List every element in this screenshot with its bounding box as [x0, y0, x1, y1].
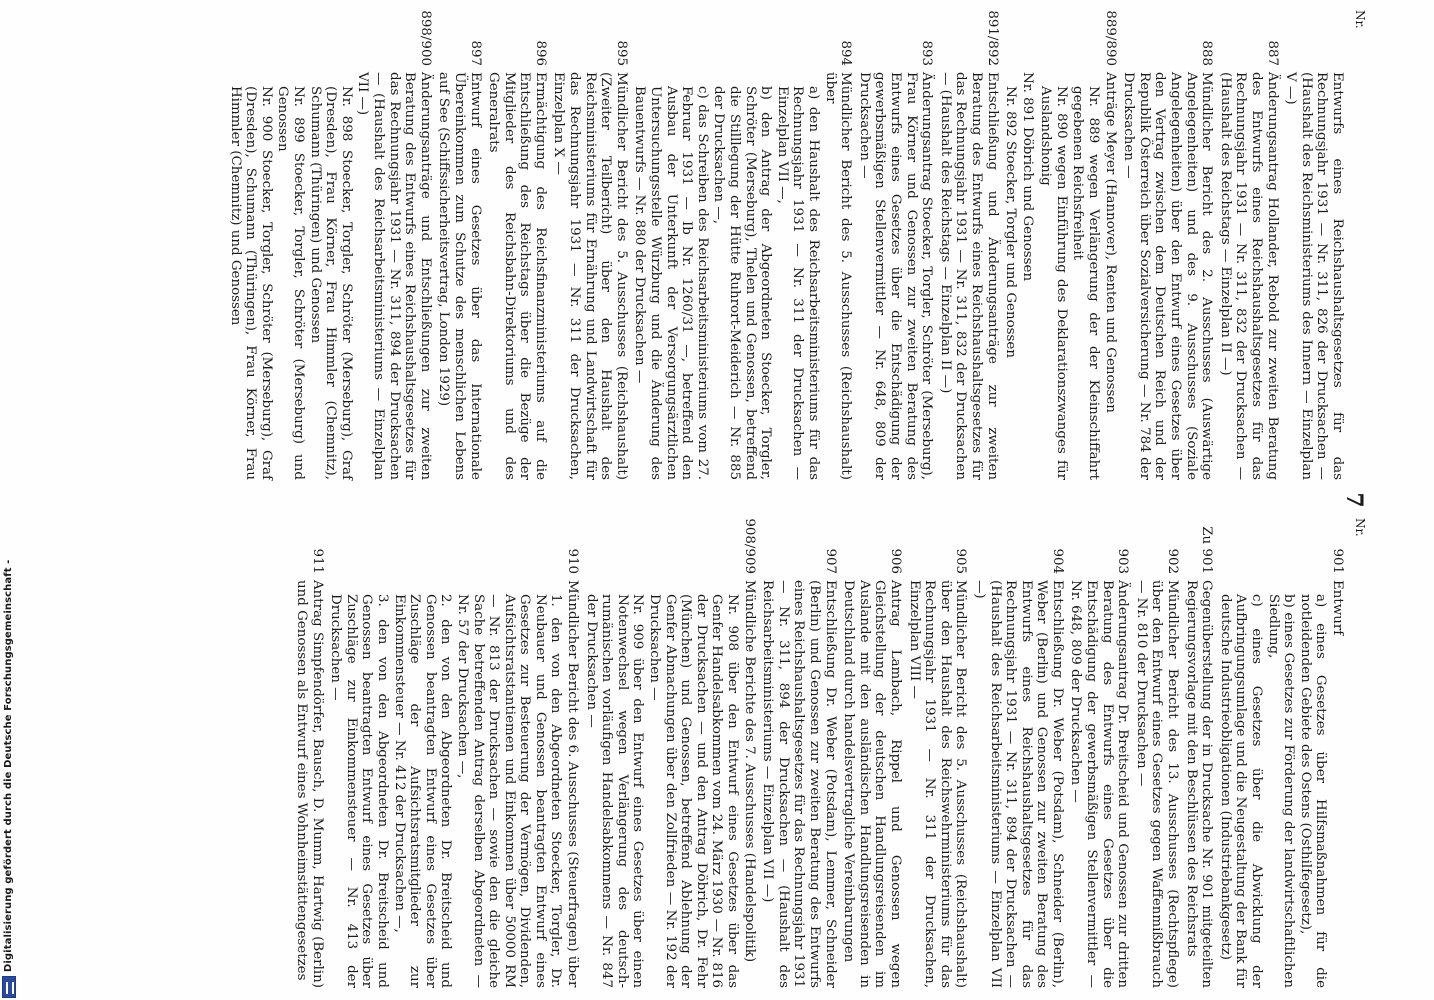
entry-number: 903 [1115, 548, 1131, 574]
entry-body [1068, 580, 1130, 988]
list-item [971, 518, 1065, 988]
entry-text: Entschließung Dr. Weber (Potsdam), Lemmer, Schneider (Berlin) und Genossen zur zweiten Beratung des Entwurfs eines Reichshaushaltsgesetzes für das Rechnungsjahr 1931 — Nr. 311, 894 der Drucksachen — (Haushalt des Reichsarbeitsministeriums — Einzelplan VII —) [760, 580, 838, 988]
entry-number: 891/892 [984, 10, 1000, 66]
entry-subitem: 1. den von den Abgeordneten Stoecker, Torgler, Dr. Neubauer und Genossen beantragten Entwurf eines Gesetzes zur Besteuerung der Vermögen, Dividenden, Aufsichtsratstantiemen und Einkommen über 50000 RM — Nr. 813 der Drucksachen — sowie den die gleiche Sache betreffenden Antrag derselben Abgeordneten — Nr. 57 der Drucksachen —, [454, 594, 564, 988]
entry-text: Änderungsantrag Hollander, Rebold zur zweiten Beratung des Entwurfs eines Reichshaushaltsgesetzes für das Rechnungsjahr 1931 — Nr. 311, 832 der Drucksachen — (Haushalt des Reichstags — Einzelplan II —) [1217, 72, 1280, 480]
list-item [1003, 10, 1035, 480]
entry-text: Änderungsantrag Dr. Breitscheid und Genossen zur dritten Beratung des Entwurfs eines Gesetzes über die Entschädigung der gewerbsmäßigen Stellenvermittler — Nr. 648, 809 der Drucksachen — [1068, 580, 1131, 988]
entry-subitem: c) das Schreiben des Reichsarbeitsministeriums vom 27. Februar 1931 — Ib Nr. 1260/31 —, betreffend den Ausbau der Unterkunft der Versorgungsärztlichen Untersuchungsstelle Würzburg und die Änderung des Bauentwurfs — Nr. 880 der Drucksachen — [632, 86, 710, 480]
list-item [1121, 10, 1215, 480]
entry-number: 904 [1049, 548, 1065, 574]
entry-body [583, 580, 757, 988]
entry-body [906, 580, 968, 988]
entry-text: Gegenüberstellung der in Drucksache Nr. 901 mitgeteilten Regierungsvorlage mit den Beschlüssen des Reichsrats [1183, 580, 1215, 988]
entry-text: Mündlicher Bericht des 5. Ausschusses (Reichshaushalt) über [822, 72, 854, 480]
entry-subitem: 2. den von den Abgeordneten Dr. Breitscheid und Genossen beantragten Entwurf eines Gesetzes über Zuschläge der Aufsichtsratsmitglieder zur Einkommensteuer — Nr. 412 der Drucksachen —, [391, 594, 454, 988]
list-item [841, 518, 903, 988]
entry-body [1133, 580, 1180, 988]
list-item [937, 10, 999, 480]
list-item [583, 518, 757, 988]
list-item [856, 10, 934, 480]
list-item [1183, 518, 1214, 988]
entry-subitem: Nr. 909 über den Entwurf eines Gesetzes über einen Notenwechsel wegen Verlängerung des deutsch-rumänischen vorläufigen Handelsabkommens — Nr. 847 der Drucksachen — [583, 594, 646, 988]
left-column [127, 10, 1367, 480]
entry-subitem: c) eines Gesetzes über die Abwicklung der Aufbringungsumlage und die Neugestaltung der Bank für deutsche Industrieobligationen (Industriebankgesetz) [1217, 594, 1265, 988]
entry-text: Nr. 891 Döbrich und Genossen [1019, 72, 1035, 282]
entry-number: 895 [613, 40, 629, 66]
entry-subitem: Nr. 899 Stoecker, Torgler, Schröter (Merseburg) und Genossen [275, 86, 306, 480]
right-column [127, 518, 1367, 988]
entry-subitem: Nr. 889 wegen Verlängerung der der Kleinschiffahrt gegebenen Reichsfreiheit [1070, 86, 1102, 480]
dfg-logo-icon [2, 976, 16, 998]
entry-number: 889/890 [1102, 10, 1118, 66]
entry-body [293, 580, 324, 988]
entry-number: 901 [1330, 548, 1345, 574]
entry-subitem: Nr. 890 wegen Einführung des Deklarationszwanges für Auslandshonig [1038, 86, 1069, 480]
entry-subitem: Nr. 898 Stoecker, Torgler, Schröter (Merseburg), Graf (Dresden), Frau Körner, Frau Himmler (Chemnitz), Schumann (Thüringen) und Genossen [307, 86, 354, 480]
list-item [551, 10, 629, 480]
entry-body [1183, 580, 1214, 988]
entry-body [971, 580, 1065, 988]
entry-text: Ermächtigung des Reichsfinanzministeriums auf die Entschließung des Reichstags über die Bezüge der Mitglieder des Reichsbahn-Direktoriums und des Generalrats [486, 72, 548, 480]
entry-body [551, 72, 629, 480]
list-item [632, 10, 853, 480]
entry-body [937, 72, 999, 480]
entry-body [841, 580, 903, 988]
entry-body [1038, 72, 1118, 480]
entry-text: Anträge Meyer (Hannover), Renten und Genossen [1102, 72, 1118, 413]
right-entry-list [293, 518, 1345, 988]
entry-body [1283, 72, 1345, 480]
entry-text: Mündlicher Bericht des 5. Ausschusses (Reichshaushalt) über den Haushalt des Reichswehrministeriums für das Rechnungsjahr 1931 — Nr. 311 der Drucksachen, Einzelplan VIII — [906, 580, 969, 988]
entry-text: Entwurf eines Gesetzes über das Internationale Übereinkommen zum Schutze des menschlichen Lebens auf See (Schiffssicherheitsvertrag, London 1929) [436, 72, 483, 480]
entry-body [227, 72, 433, 480]
entry-body [1217, 580, 1345, 988]
entry-subitem: Nr. 900 Stoecker, Torgler, Schröter (Merseburg), Graf (Dresden), Schumann (Thüringen), Frau Körner, Frau Himmler (Chemnitz) und Genossen [227, 86, 274, 480]
entry-number: 897 [467, 40, 483, 66]
entry-text: Mündlicher Bericht des 2. Ausschusses (Auswärtige Angelegenheiten) und des 9. Ausschusses (Soziale Angelegenheiten) über den Entwurf eines Gesetzes über den Vertrag zwischen dem Deutschen Reich und der Republik Österreich über Sozialversicherung — Nr. 784 der Drucksachen — [1121, 72, 1215, 480]
entry-number: 910 [565, 548, 581, 574]
list-item [1068, 518, 1130, 988]
entry-body [1217, 72, 1279, 480]
entry-body [328, 580, 581, 988]
entry-subitem: a) eines Gesetzes über Hilfsmaßnahmen für die notleidenden Gebiete des Ostens (Osthilfegesetz), [1297, 594, 1329, 988]
list-item [293, 518, 324, 988]
entry-body [486, 72, 548, 480]
list-item [436, 10, 483, 480]
entry-number: 893 [919, 40, 935, 66]
list-item [1217, 518, 1345, 988]
entry-number [1003, 10, 1035, 68]
entry-number: 906 [887, 548, 903, 574]
entry-body [436, 72, 483, 480]
entry-text: Mündlicher Bericht des 6. Ausschusses (Steuerfragen) über [565, 580, 581, 988]
list-item [328, 518, 581, 988]
entry-number: Zu 901 [1199, 526, 1215, 574]
entry-number: 902 [1165, 548, 1181, 574]
entry-body [1121, 72, 1215, 480]
entry-text: Entwurf [1330, 580, 1345, 636]
entry-number: 888 [1199, 40, 1215, 66]
column-header-nr: Nr. [1353, 10, 1367, 29]
entry-text: Antrag Lambach, Rippel und Genossen wegen Gleichstellung der deutschen Handlungsreisenden im Auslande mit den ausländischen Handlungsreisenden in Deutschland durch handelsvertragliche Vereinbarungen [841, 580, 903, 988]
list-item [227, 10, 433, 480]
list-item [760, 518, 838, 988]
list-item [1038, 10, 1118, 480]
list-item [1217, 10, 1279, 480]
entry-subitem: Nr. 892 Stoecker, Torgler und Genossen [1003, 86, 1019, 358]
entry-subitem: b) den Antrag der Abgeordneten Stoecker, Torgler, Schröter (Merseburg), Thelen und Genossen, betreffend die Stilllegung der Hütte Ruhrort-Meiderich — Nr. 885 der Drucksachen —, [711, 86, 774, 480]
entry-text: Mündlicher Bericht des 13. Ausschusses (Rechtspflege) über den Entwurf eines Gesetzes gegen Waffenmißbrauch — Nr. 810 der Drucksachen — [1133, 580, 1181, 988]
entry-number: 905 [953, 548, 969, 574]
entry-number: 908/909 [741, 518, 757, 574]
footer-text: Digitalisierung gefördert durch die Deutsche Forschungsgemeinschaft - [3, 559, 14, 972]
list-item [1283, 10, 1345, 480]
entry-subitem: Nr. 908 über den Entwurf eines Gesetzes über das Genfer Handelsabkommen vom 24. März 1930 — Nr. 816 der Drucksachen — und den Antrag Döbrich, Dr. Fehr (München) und Genossen, betreffend Ablehnung der Genfer Abmachungen über den Zollfrieden — Nr. 192 der Drucksachen — [647, 594, 741, 988]
entry-number: 887 [1264, 40, 1280, 66]
entry-text: Entwurfs eines Reichshaushaltsgesetzes für das Rechnungsjahr 1931 — Nr. 311, 826 der Drucksachen — (Haushalt des Reichsministeriums des Innern — Einzelplan V —) [1283, 72, 1345, 480]
entry-subitem: b) eines Gesetzes zur Förderung der landwirtschaftlichen Siedlung, [1265, 594, 1297, 988]
entry-text: Entschließung Dr. Weber (Potsdam), Schneider (Berlin), Weber (Berlin) und Genossen zur zweiten Beratung des Entwurfs eines Reichshaushaltsgesetzes für das Rechnungsjahr 1931 — Nr. 311, 894 der Drucksachen — (Haushalt des Reichsarbeitsministeriums — Einzelplan VII —) [971, 580, 1065, 988]
entry-number: 907 [822, 548, 838, 574]
entry-text: Mündliche Berichte des 7. Ausschusses (Handelspolitik) [741, 580, 757, 963]
entry-text: Änderungsantrag Stoecker, Torgler, Schröter (Merseburg), Frau Körner und Genossen zur zweiten Beratung des Entwurfs eines Gesetzes über die Entschädigung der gewerbsmäßigen Stellenvermittler — Nr. 648, 809 der Drucksachen — [856, 72, 935, 480]
entry-body [760, 580, 838, 988]
entry-subitem: 3. den von den Abgeordneten Dr. Breitscheid und Genossen beantragten Entwurf eines Gesetzes über Zuschläge zur Einkommensteuer — Nr. 413 der Drucksachen — [328, 594, 390, 988]
entry-number: 894 [838, 40, 854, 66]
entry-text: Entschließung und Änderungsanträge zur zweiten Beratung des Entwurfs eines Reichshaushaltsgesetzes für das Rechnungsjahr 1931 — Nr. 311, 832 der Drucksachen — (Haushalt des Reichstags — Einzelplan II —) [937, 72, 1000, 480]
entry-body [856, 72, 934, 480]
entry-number: 911 [309, 548, 325, 574]
entry-subitem: a) den Haushalt des Reichsarbeitsministeriums für das Rechnungsjahr 1931 — Nr. 311 der Drucksachen — Einzelplan VII —, [774, 86, 821, 480]
page-number: 7 [1341, 492, 1367, 508]
list-item [906, 518, 968, 988]
entry-number [1283, 10, 1345, 68]
entry-number: 898/900 [417, 10, 433, 66]
column-header-nr: Nr. [1353, 518, 1367, 537]
entry-text: Änderungsanträge und Entschließungen zur zweiten Beratung des Entwurfs eines Reichshaushaltsgesetzes für das Rechnungsjahr 1931 — Nr. 311, 894 der Drucksachen — (Haushalt des Reichsarbeitsministeriums — Einzelplan VII —) [355, 72, 433, 480]
list-item [486, 10, 548, 480]
list-item [1133, 518, 1180, 988]
entry-text: Antrag Simpfendörfer, Bausch, D. Mumm, Hartwig (Berlin) und Genossen als Entwurf eines Wohnheimstättengesetzes [294, 580, 325, 988]
entry-text: Mündlicher Bericht des 5. Ausschusses (Reichshaushalt) (Zweiter Teilbericht) über den Haushalt des Reichsministeriums für Ernährung und Landwirtschaft für das Rechnungsjahr 1931 — Nr. 311 der Drucksachen, Einzelplan X — [551, 72, 629, 480]
entry-body [1003, 72, 1035, 480]
entry-number: 896 [532, 40, 548, 66]
rotated-page-content [67, 0, 1367, 1000]
entry-body [632, 72, 853, 480]
digitization-credit [2, 0, 16, 998]
left-entry-list [227, 10, 1345, 480]
